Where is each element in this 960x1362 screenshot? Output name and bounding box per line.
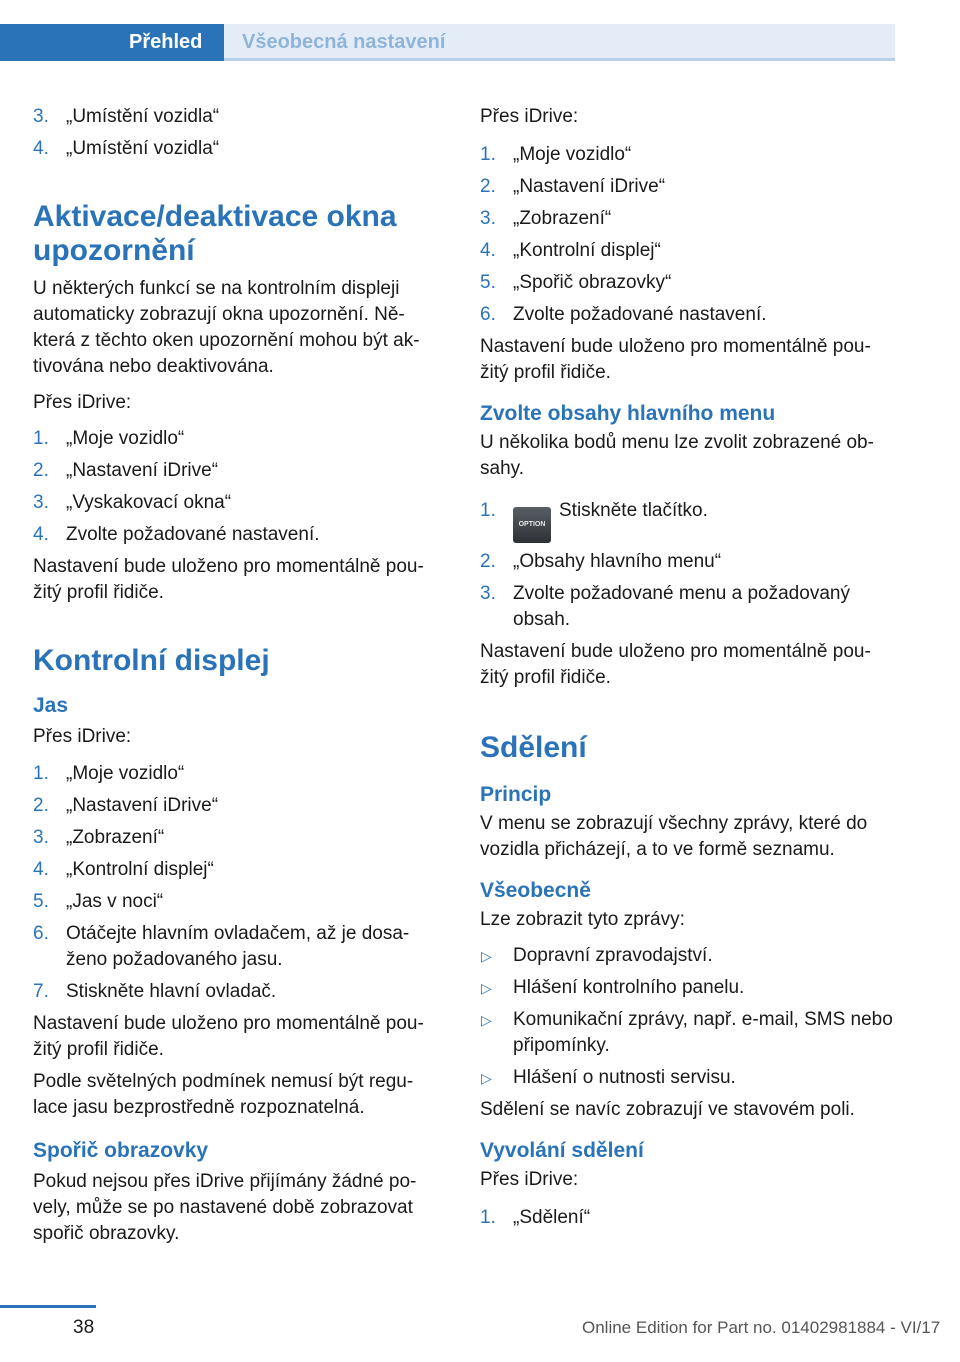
list-item: 4. „Umístění vozidla“ bbox=[33, 138, 220, 159]
edition-note: Online Edition for Part no. 01402981884 - VI/17 bbox=[582, 1318, 941, 1337]
heading-screensaver: Spořič obrazovky bbox=[33, 1139, 209, 1162]
paragraph: Nastavení bude uloženo pro momentálně pou-žitý profil řidiče. bbox=[33, 1013, 424, 1060]
tab-general-settings[interactable]: Všeobecná nastavení bbox=[224, 24, 895, 61]
steps-list bbox=[33, 761, 441, 1005]
list-item: ▷ Dopravní zpravodajství. bbox=[480, 943, 895, 969]
list-item: ▷ Komunikační zprávy, např. e-mail, SMS nebo připomínky. bbox=[481, 1009, 893, 1056]
triangle-bullet-icon: ▷ bbox=[481, 1070, 492, 1086]
left-column bbox=[33, 100, 441, 1247]
list-item: ▷ Hlášení o nutnosti servisu. bbox=[480, 1065, 895, 1091]
list-item: 5. „Spořič obrazovky“ bbox=[480, 272, 672, 293]
paragraph: Nastavení bude uloženo pro momentálně pou-žitý profil řidiče. bbox=[33, 556, 424, 603]
list-item: 3. Zvolte požadované menu a požadovaný obsah. bbox=[480, 583, 850, 630]
list-item: 1. „Moje vozidlo“ bbox=[33, 763, 185, 784]
paragraph: V menu se zobrazují všechny zprávy, které do vozidla přicházejí, a to ve formě seznamu. bbox=[480, 813, 868, 860]
option-button-icon: OPTION bbox=[513, 507, 551, 543]
heading-messages: Sdělení bbox=[480, 731, 587, 764]
list-item: 3. „Umístění vozidla“ bbox=[33, 106, 220, 127]
list-item: 1. „Sdělení“ bbox=[480, 1207, 591, 1228]
list-item: 4. „Kontrolní displej“ bbox=[480, 240, 661, 261]
bullet-list bbox=[480, 943, 895, 1091]
paragraph: Pokud nejsou přes iDrive přijímány žádné po-vely, může se po nastavené době zobrazovat spořič obrazovky. bbox=[33, 1171, 417, 1244]
paragraph: U několika bodů menu lze zvolit zobrazené ob-sahy. bbox=[480, 432, 874, 479]
right-column bbox=[480, 100, 895, 1231]
list-item: 5. „Jas v noci“ bbox=[33, 891, 164, 912]
paragraph: Nastavení bude uloženo pro momentálně pou-žitý profil řidiče. bbox=[480, 641, 871, 688]
paragraph: Nastavení bude uloženo pro momentálně pou-žitý profil řidiče. bbox=[480, 336, 871, 383]
footer-rule bbox=[0, 1305, 96, 1308]
paragraph: U některých funkcí se na kontrolním displeji automaticky zobrazují okna upozornění. Ně-která z těchto oken upozornění mohou být ak-tivována nebo deaktivována. bbox=[33, 278, 420, 377]
list-item: 4. Zvolte požadované nastavení. bbox=[33, 524, 320, 545]
tab-overview[interactable]: Přehled bbox=[0, 24, 224, 61]
steps-list bbox=[480, 142, 895, 328]
list-item: 6. Otáčejte hlavním ovladačem, až je dosa-ženo požadovaného jasu. bbox=[33, 923, 410, 970]
steps-list bbox=[480, 498, 895, 633]
heading-activation: Aktivace/deaktivace okna upozornění bbox=[33, 200, 397, 267]
paragraph: Sdělení se navíc zobrazují ve stavovém poli. bbox=[480, 1099, 855, 1120]
list-item: 3. „Vyskakovací okna“ bbox=[33, 492, 232, 513]
heading-main-menu-contents: Zvolte obsahy hlavního menu bbox=[480, 402, 776, 425]
triangle-bullet-icon: ▷ bbox=[481, 980, 492, 996]
paragraph: Přes iDrive: bbox=[480, 1169, 579, 1190]
steps-list bbox=[33, 426, 441, 548]
steps-list bbox=[480, 1205, 895, 1231]
list-item: ▷ Hlášení kontrolního panelu. bbox=[480, 975, 895, 1001]
list-item: 6. Zvolte požadované nastavení. bbox=[480, 304, 767, 325]
heading-principle: Princip bbox=[480, 783, 552, 806]
paragraph: Přes iDrive: bbox=[480, 106, 579, 127]
list-item: 2. „Nastavení iDrive“ bbox=[33, 795, 219, 816]
paragraph: Podle světelných podmínek nemusí být regu-lace jasu bezprostředně rozpoznatelná. bbox=[33, 1071, 414, 1118]
list-item: 2. „Nastavení iDrive“ bbox=[480, 176, 666, 197]
continued-list bbox=[33, 104, 441, 162]
header-tabs bbox=[0, 24, 895, 61]
paragraph: Přes iDrive: bbox=[33, 392, 132, 413]
heading-brightness: Jas bbox=[33, 694, 69, 717]
triangle-bullet-icon: ▷ bbox=[481, 1012, 492, 1028]
paragraph: Lze zobrazit tyto zprávy: bbox=[480, 909, 685, 930]
list-item: 1. „Moje vozidlo“ bbox=[33, 428, 185, 449]
list-item: 2. „Nastavení iDrive“ bbox=[33, 460, 219, 481]
list-item: 2. „Obsahy hlavního menu“ bbox=[480, 551, 722, 572]
heading-general: Všeobecně bbox=[480, 879, 591, 902]
list-item: 1. „Moje vozidlo“ bbox=[480, 144, 632, 165]
list-item: 3. „Zobrazení“ bbox=[480, 208, 612, 229]
page-number: 38 bbox=[73, 1317, 95, 1338]
paragraph: Přes iDrive: bbox=[33, 726, 132, 747]
list-item: 1. OPTIONStiskněte tlačítko. bbox=[480, 498, 895, 543]
list-item: 4. „Kontrolní displej“ bbox=[33, 859, 214, 880]
heading-control-display: Kontrolní displej bbox=[33, 644, 270, 677]
heading-call-messages: Vyvolání sdělení bbox=[480, 1139, 644, 1162]
list-item: 3. „Zobrazení“ bbox=[33, 827, 165, 848]
list-item: 7. Stiskněte hlavní ovladač. bbox=[33, 981, 277, 1002]
triangle-bullet-icon: ▷ bbox=[481, 948, 492, 964]
